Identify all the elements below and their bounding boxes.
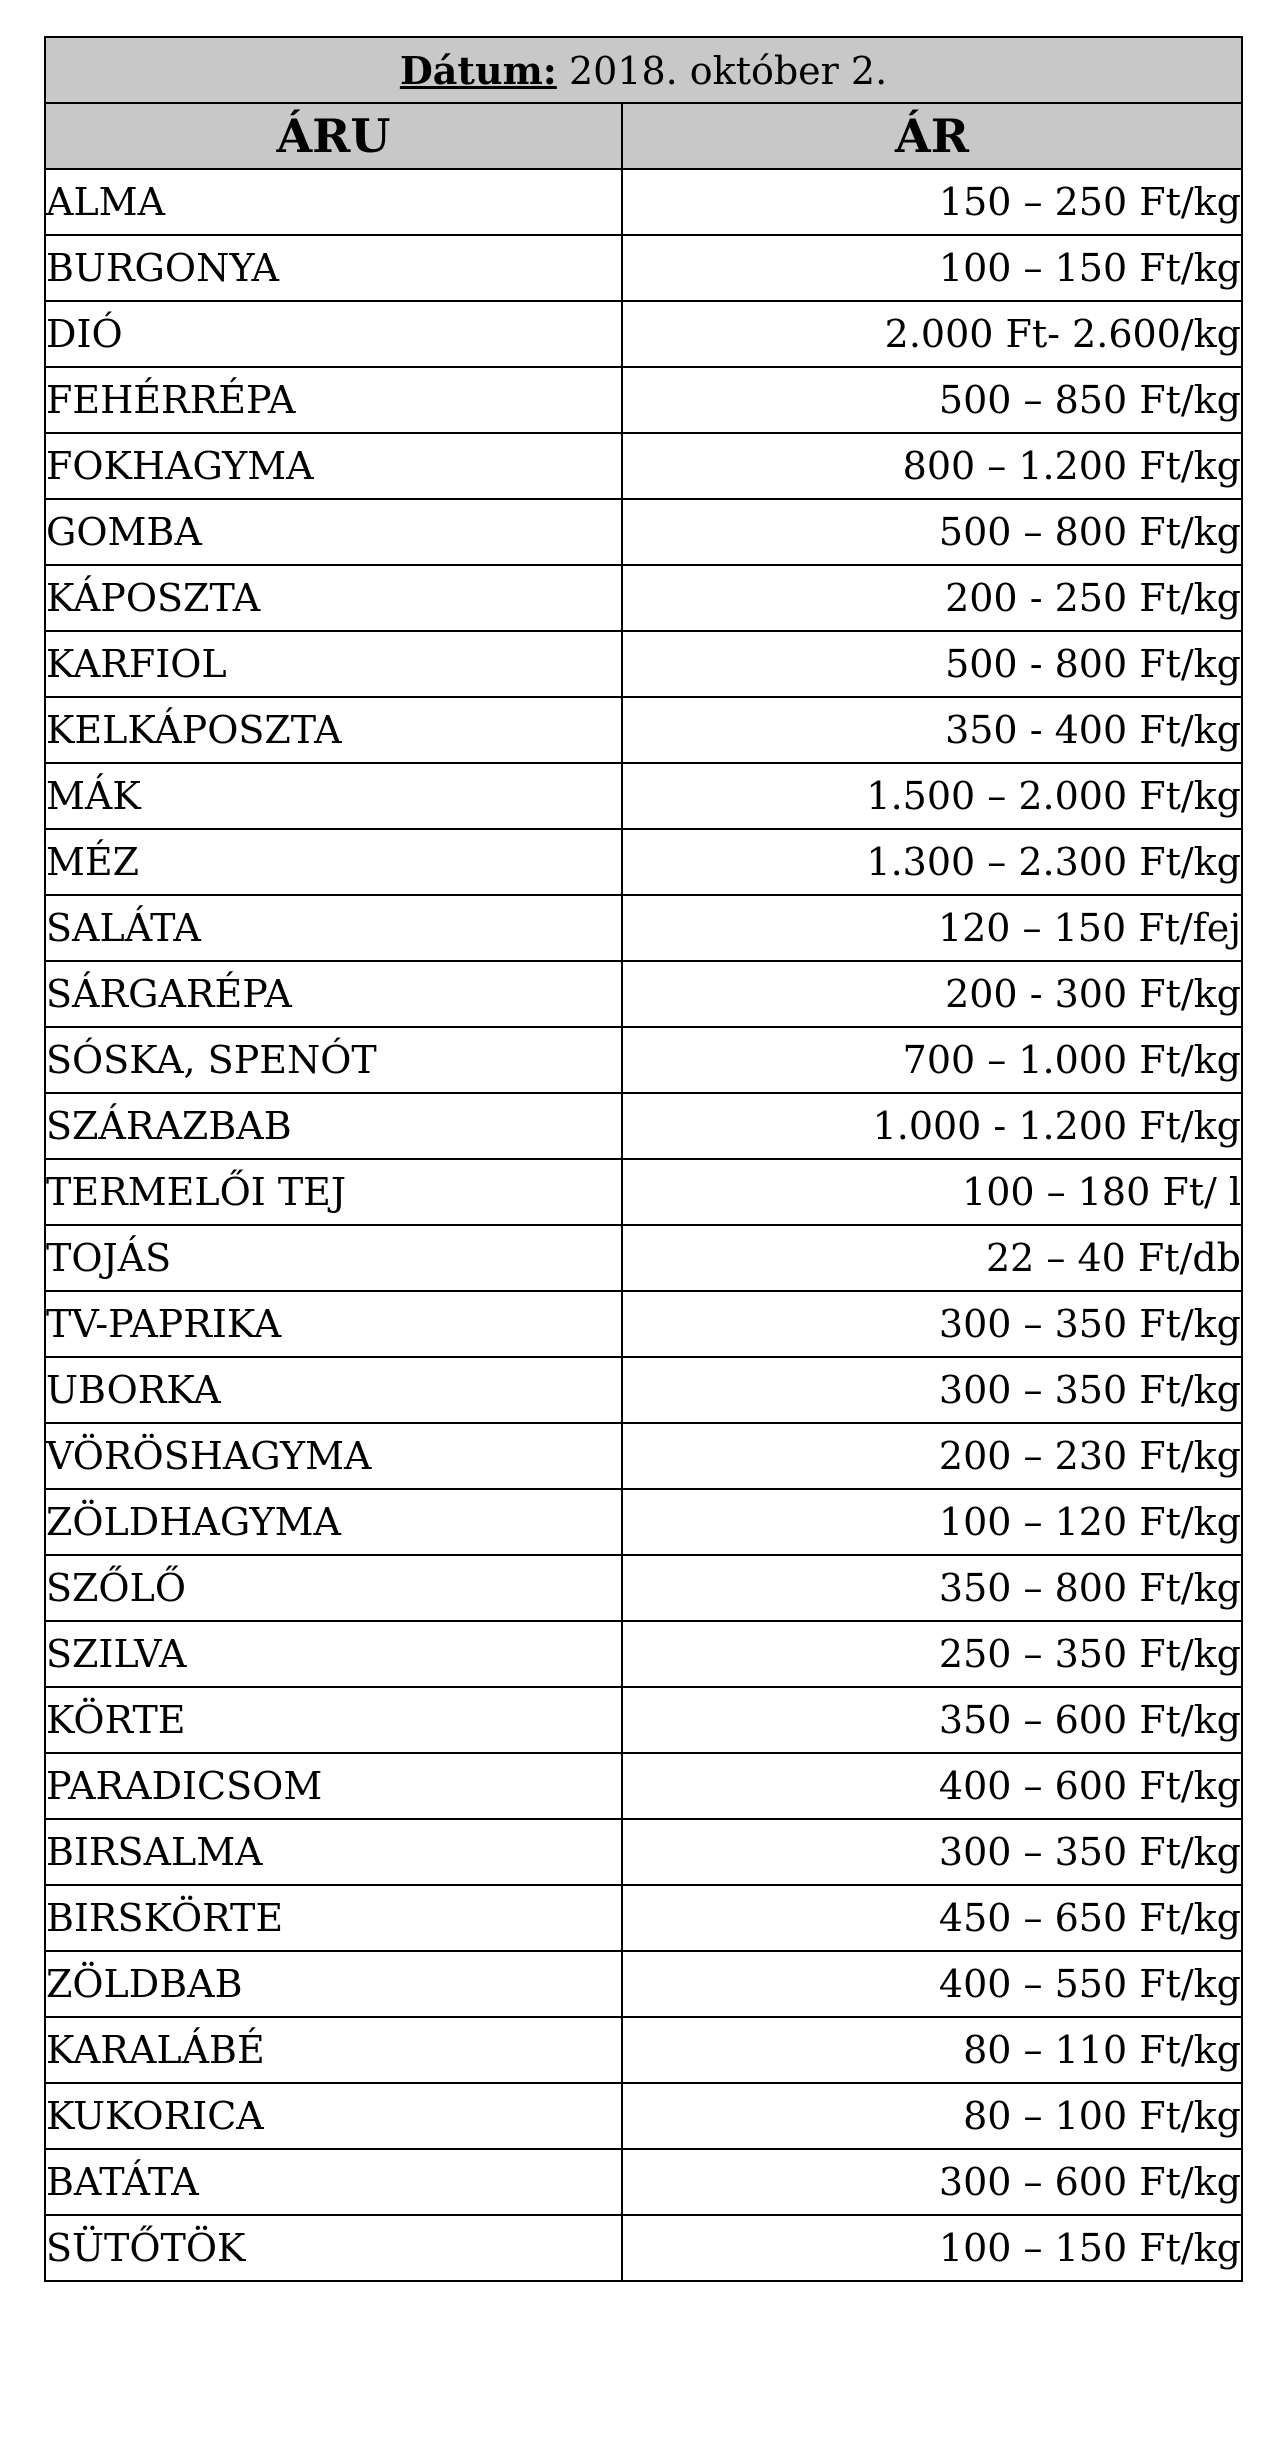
price-table bbox=[44, 36, 1243, 2282]
item-price-cell: 800 – 1.200 Ft/kg bbox=[622, 433, 1242, 499]
item-price-cell: 2.000 Ft- 2.600/kg bbox=[622, 301, 1242, 367]
item-name-cell: SÓSKA, SPENÓT bbox=[45, 1027, 622, 1093]
item-price-cell: 100 – 120 Ft/kg bbox=[622, 1489, 1242, 1555]
column-header-item: ÁRU bbox=[45, 103, 622, 169]
table-row bbox=[45, 1621, 1242, 1687]
table-row bbox=[45, 235, 1242, 301]
table-row bbox=[45, 499, 1242, 565]
item-name-cell: BATÁTA bbox=[45, 2149, 622, 2215]
date-cell bbox=[45, 37, 1242, 103]
item-name-cell: GOMBA bbox=[45, 499, 622, 565]
table-row bbox=[45, 1027, 1242, 1093]
item-name-cell: FOKHAGYMA bbox=[45, 433, 622, 499]
item-price-cell: 1.500 – 2.000 Ft/kg bbox=[622, 763, 1242, 829]
item-name-cell: ZÖLDHAGYMA bbox=[45, 1489, 622, 1555]
item-name-cell: FEHÉRRÉPA bbox=[45, 367, 622, 433]
item-name-cell: SÁRGARÉPA bbox=[45, 961, 622, 1027]
item-price-cell: 1.000 - 1.200 Ft/kg bbox=[622, 1093, 1242, 1159]
item-price-cell: 300 – 350 Ft/kg bbox=[622, 1291, 1242, 1357]
item-name-cell: PARADICSOM bbox=[45, 1753, 622, 1819]
item-name-cell: TERMELŐI TEJ bbox=[45, 1159, 622, 1225]
item-name-cell: VÖRÖSHAGYMA bbox=[45, 1423, 622, 1489]
item-price-cell: 300 – 350 Ft/kg bbox=[622, 1819, 1242, 1885]
date-label: Dátum: bbox=[399, 47, 557, 93]
item-name-cell: BIRSKÖRTE bbox=[45, 1885, 622, 1951]
table-row bbox=[45, 697, 1242, 763]
table-row bbox=[45, 1357, 1242, 1423]
table-row bbox=[45, 1489, 1242, 1555]
table-row bbox=[45, 1687, 1242, 1753]
table-row bbox=[45, 565, 1242, 631]
item-price-cell: 120 – 150 Ft/fej bbox=[622, 895, 1242, 961]
item-price-cell: 250 – 350 Ft/kg bbox=[622, 1621, 1242, 1687]
table-row bbox=[45, 2017, 1242, 2083]
table-row bbox=[45, 433, 1242, 499]
item-price-cell: 80 – 100 Ft/kg bbox=[622, 2083, 1242, 2149]
table-row bbox=[45, 1951, 1242, 2017]
header-row bbox=[45, 103, 1242, 169]
column-header-price: ÁR bbox=[622, 103, 1242, 169]
item-price-cell: 350 – 600 Ft/kg bbox=[622, 1687, 1242, 1753]
table-row bbox=[45, 1225, 1242, 1291]
item-name-cell: SZILVA bbox=[45, 1621, 622, 1687]
table-row bbox=[45, 1555, 1242, 1621]
item-price-cell: 400 – 550 Ft/kg bbox=[622, 1951, 1242, 2017]
date-value: 2018. október 2. bbox=[568, 48, 888, 93]
item-name-cell: KARALÁBÉ bbox=[45, 2017, 622, 2083]
item-price-cell: 500 – 850 Ft/kg bbox=[622, 367, 1242, 433]
table-row bbox=[45, 2083, 1242, 2149]
table-row bbox=[45, 2149, 1242, 2215]
item-name-cell: DIÓ bbox=[45, 301, 622, 367]
item-name-cell: TV-PAPRIKA bbox=[45, 1291, 622, 1357]
item-price-cell: 200 - 300 Ft/kg bbox=[622, 961, 1242, 1027]
item-price-cell: 350 – 800 Ft/kg bbox=[622, 1555, 1242, 1621]
item-price-cell: 450 – 650 Ft/kg bbox=[622, 1885, 1242, 1951]
table-row bbox=[45, 1753, 1242, 1819]
table-row bbox=[45, 169, 1242, 235]
table-row bbox=[45, 1093, 1242, 1159]
table-row bbox=[45, 301, 1242, 367]
table-row bbox=[45, 1159, 1242, 1225]
item-name-cell: ZÖLDBAB bbox=[45, 1951, 622, 2017]
item-price-cell: 150 – 250 Ft/kg bbox=[622, 169, 1242, 235]
item-price-cell: 500 - 800 Ft/kg bbox=[622, 631, 1242, 697]
item-price-cell: 100 – 180 Ft/ l bbox=[622, 1159, 1242, 1225]
price-table-body bbox=[45, 37, 1242, 2281]
item-name-cell: BURGONYA bbox=[45, 235, 622, 301]
item-name-cell: TOJÁS bbox=[45, 1225, 622, 1291]
item-price-cell: 300 – 600 Ft/kg bbox=[622, 2149, 1242, 2215]
table-row bbox=[45, 631, 1242, 697]
item-name-cell: SZÁRAZBAB bbox=[45, 1093, 622, 1159]
item-price-cell: 100 – 150 Ft/kg bbox=[622, 235, 1242, 301]
item-price-cell: 700 – 1.000 Ft/kg bbox=[622, 1027, 1242, 1093]
item-name-cell: BIRSALMA bbox=[45, 1819, 622, 1885]
item-price-cell: 1.300 – 2.300 Ft/kg bbox=[622, 829, 1242, 895]
item-name-cell: SZŐLŐ bbox=[45, 1555, 622, 1621]
item-price-cell: 400 – 600 Ft/kg bbox=[622, 1753, 1242, 1819]
item-price-cell: 200 – 230 Ft/kg bbox=[622, 1423, 1242, 1489]
table-row bbox=[45, 829, 1242, 895]
item-name-cell: KÁPOSZTA bbox=[45, 565, 622, 631]
item-name-cell: SÜTŐTÖK bbox=[45, 2215, 622, 2281]
item-price-cell: 80 – 110 Ft/kg bbox=[622, 2017, 1242, 2083]
table-row bbox=[45, 763, 1242, 829]
table-row bbox=[45, 1423, 1242, 1489]
item-price-cell: 22 – 40 Ft/db bbox=[622, 1225, 1242, 1291]
table-row bbox=[45, 1819, 1242, 1885]
table-row bbox=[45, 1291, 1242, 1357]
item-name-cell: MÉZ bbox=[45, 829, 622, 895]
item-name-cell: SALÁTA bbox=[45, 895, 622, 961]
item-name-cell: MÁK bbox=[45, 763, 622, 829]
item-price-cell: 300 – 350 Ft/kg bbox=[622, 1357, 1242, 1423]
item-price-cell: 100 – 150 Ft/kg bbox=[622, 2215, 1242, 2281]
item-name-cell: KÖRTE bbox=[45, 1687, 622, 1753]
item-price-cell: 200 - 250 Ft/kg bbox=[622, 565, 1242, 631]
date-row bbox=[45, 37, 1242, 103]
item-name-cell: KARFIOL bbox=[45, 631, 622, 697]
item-price-cell: 500 – 800 Ft/kg bbox=[622, 499, 1242, 565]
item-name-cell: UBORKA bbox=[45, 1357, 622, 1423]
item-name-cell: KELKÁPOSZTA bbox=[45, 697, 622, 763]
table-row bbox=[45, 2215, 1242, 2281]
table-row bbox=[45, 367, 1242, 433]
table-row bbox=[45, 961, 1242, 1027]
item-name-cell: KUKORICA bbox=[45, 2083, 622, 2149]
item-price-cell: 350 - 400 Ft/kg bbox=[622, 697, 1242, 763]
item-name-cell: ALMA bbox=[45, 169, 622, 235]
table-row bbox=[45, 895, 1242, 961]
table-row bbox=[45, 1885, 1242, 1951]
